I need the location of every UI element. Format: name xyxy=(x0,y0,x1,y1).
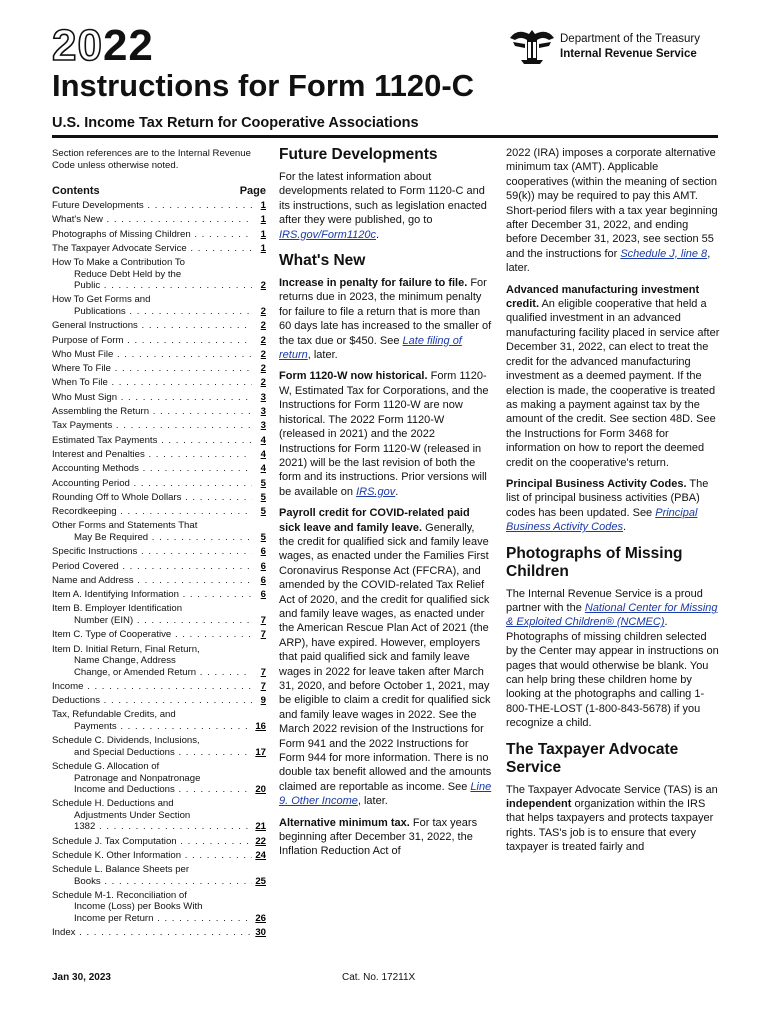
penalty-paragraph: Increase in penalty for failure to file. For returns due in 2023, the minimum penalty for failure to file a return that is more than 60 days late has increased to the smaller of the tax due or $450. See Late filing of return, later. xyxy=(279,277,492,362)
toc-item[interactable] xyxy=(52,761,266,796)
form1120w-paragraph: Form 1120-W now historical. Form 1120-W, Estimated Tax for Corporations, and the Instructions for Form 1120-W are now historical. The 2022 Form 1120-W (released in 2021) and the 2022 Instructions for Form 1120-W (released in 2021) will be the last revision of both the form and its instructions. Prior versions will be available on IRS.gov. xyxy=(279,370,489,498)
toc-item[interactable] xyxy=(52,363,266,375)
toc-item[interactable] xyxy=(52,836,266,848)
sidebar xyxy=(52,148,266,942)
toc-label: Deductions . . . xyxy=(52,695,252,707)
ncmec-link[interactable]: National Center for Missing & Exploited Children® (NCMEC) xyxy=(506,601,718,629)
toc-label: Schedule C. Dividends, Inclusions, xyxy=(52,735,200,747)
toc-label: Tax, Refundable Credits, and xyxy=(52,709,176,721)
toc-label: Purpose of Form . . . xyxy=(52,335,252,347)
toc-label: Public . . . xyxy=(52,280,252,292)
late-filing-link[interactable]: Late filing of return xyxy=(279,334,462,362)
column-right xyxy=(506,146,720,862)
toc-header: Contents Page xyxy=(52,185,266,197)
toc-label: and Special Deductions . . . xyxy=(52,747,252,759)
toc-page-link[interactable]: 7 xyxy=(260,629,266,641)
toc-item[interactable] xyxy=(52,603,266,626)
toc-label: Item C. Type of Cooperative . . . xyxy=(52,629,252,641)
toc-label: Tax Payments . . . xyxy=(52,420,252,432)
agency-name: Department of the Treasury Internal Revenue Service xyxy=(560,33,700,60)
toc-page-link[interactable]: 6 xyxy=(260,589,266,601)
toc-page-link[interactable]: 5 xyxy=(260,477,266,489)
toc-item[interactable] xyxy=(52,709,266,732)
toc-label: The Taxpayer Advocate Service . . . xyxy=(52,243,252,255)
toc-item[interactable] xyxy=(52,575,266,587)
toc-item[interactable] xyxy=(52,377,266,389)
manufacturing-credit-paragraph: Advanced manufacturing investment credit. An eligible cooperative that held a qualified investment in an advanced manufacturing facility placed in service after December 31, 2022, can elect to treat the credit for the advanced manufacturing investment as a deemed payment. If the election is made, the cooperative is treated as making a payment against tax by the amount of the credit. See section 48D. See the Instructions for Form 3468 for information on how to report the deemed credit on the cooperative's return. xyxy=(506,283,720,469)
toc-label: Schedule L. Balance Sheets per xyxy=(52,864,190,876)
toc-label: 1382 . . . xyxy=(52,821,252,833)
toc-label: When To File . . . xyxy=(52,377,252,389)
toc-label: Recordkeeping . . . xyxy=(52,506,252,518)
toc-item[interactable] xyxy=(52,406,266,418)
toc-item[interactable] xyxy=(52,335,266,347)
irs-eagle-logo-icon xyxy=(507,26,557,66)
toc-item[interactable] xyxy=(52,349,266,361)
revision-date: Jan 30, 2023 xyxy=(52,972,111,983)
toc-page-link[interactable]: 7 xyxy=(260,666,266,678)
toc-page-link[interactable]: 3 xyxy=(260,420,266,432)
toc-item[interactable] xyxy=(52,200,266,212)
toc-item[interactable] xyxy=(52,695,266,707)
future-developments-text: For the latest information about developments related to Form 1120-C and its instructions, such as legislation enacted after they were published, go to IRS.gov/Form1120c. xyxy=(279,171,487,241)
toc-label: Rounding Off to Whole Dollars . . . xyxy=(52,492,252,504)
column-middle xyxy=(279,146,492,866)
toc-page-link[interactable]: 1 xyxy=(260,214,266,226)
toc-label: Other Forms and Statements That xyxy=(52,520,198,532)
taxpayer-advocate-text: The Taxpayer Advocate Service (TAS) is an independent organization within the IRS that helps taxpayers and protects taxpayer rights. TAS's job is to ensure that every taxpayer is treated fairly and xyxy=(506,783,718,854)
toc-item[interactable] xyxy=(52,449,266,461)
pba-codes-link[interactable]: Principal Business Activity Codes xyxy=(506,506,698,534)
toc-page-link[interactable]: 16 xyxy=(255,720,266,732)
toc-page-link[interactable]: 4 xyxy=(260,434,266,446)
toc-item[interactable] xyxy=(52,294,266,317)
toc-item[interactable] xyxy=(52,589,266,601)
toc-label: Item D. Initial Return, Final Return, xyxy=(52,643,200,655)
toc-label: Future Developments . . . xyxy=(52,200,252,212)
toc-item[interactable] xyxy=(52,392,266,404)
toc-label: Interest and Penalties . . . xyxy=(52,449,252,461)
toc-label: General Instructions . . . xyxy=(52,320,252,332)
whats-new-heading: What's New xyxy=(279,252,366,270)
toc-page-link[interactable]: 4 xyxy=(260,463,266,475)
toc-item[interactable] xyxy=(52,850,266,862)
toc-item[interactable] xyxy=(52,546,266,558)
covid-credit-paragraph: Payroll credit for COVID-related paid sick leave and family leave. Generally, the credit for qualified sick and family leave wages, as enacted under the Families First Coronavirus Response Act (FFCRA), and amended by the COVID-related Tax Relief Act of 2020, and the credit for qualified sick and family leave wages, as enacted under the American Rescue Plan Act of 2021 (the ARP), have expired. However, employers that paid qualified sick and family leave wages in 2022 for leave taken after March 31, 2020, and before October 1, 2021, may be eligible to claim a credit for qualified sick and family leave wages in 2022. See the March 2022 revision of the Instructions for Form 941 and the 2022 Instructions for Form 944 for more information. There is no double tax benefit allowed and the amounts claimed are reportable as income. See Line 9. Other Income, later. xyxy=(279,507,492,808)
toc-item[interactable] xyxy=(52,735,266,758)
toc-item[interactable] xyxy=(52,243,266,255)
toc-label: Adjustments Under Section xyxy=(74,809,191,821)
toc-label: How To Get Forms and xyxy=(52,294,151,306)
toc-label: Index . . . xyxy=(52,927,252,939)
toc-page-link[interactable]: 3 xyxy=(260,406,266,418)
toc-label: How To Make a Contribution To xyxy=(52,257,185,269)
toc-label: Schedule K. Other Information . . . xyxy=(52,850,252,862)
toc-page-link[interactable]: 5 xyxy=(260,506,266,518)
toc-item[interactable] xyxy=(52,478,266,490)
toc-page-link[interactable]: 30 xyxy=(255,927,266,939)
toc-label: Name and Address . . . xyxy=(52,575,252,587)
toc-label: Period Covered . . . xyxy=(52,561,252,573)
toc-page-link[interactable]: 2 xyxy=(260,363,266,375)
toc-label: Income per Return . . . xyxy=(52,913,252,925)
toc-page-link[interactable]: 24 xyxy=(255,849,266,861)
toc-page-link[interactable]: 2 xyxy=(260,334,266,346)
toc-page-link[interactable]: 2 xyxy=(260,377,266,389)
toc-item[interactable] xyxy=(52,257,266,292)
toc-label: Who Must File . . . xyxy=(52,349,252,361)
toc-page-link[interactable]: 5 xyxy=(260,531,266,543)
page-subtitle: U.S. Income Tax Return for Cooperative Associations xyxy=(52,115,419,131)
taxpayer-advocate-heading: The Taxpayer Advocate Service xyxy=(506,740,679,776)
toc-label: Change, or Amended Return . . . xyxy=(52,667,252,679)
toc-label: Payments . . . xyxy=(52,721,252,733)
toc-item[interactable] xyxy=(52,644,266,679)
toc-page-link[interactable]: 1 xyxy=(260,228,266,240)
missing-children-text: The Internal Revenue Service is a proud partner with the National Center for Missing & Exploited Children® (NCMEC). Photographs of missing children selected by the Center may appear in instructions on pages that would otherwise be blank. You can help bring these children home by looking at the photographs and calling 1-800-THE-LOST (1-800-843-5678) if you recognize a child. xyxy=(506,587,719,730)
toc-label: Where To File . . . xyxy=(52,363,252,375)
page-title: Instructions for Form 1120-C xyxy=(52,68,475,103)
toc-page-link[interactable]: 2 xyxy=(260,348,266,360)
toc-item[interactable] xyxy=(52,320,266,332)
toc-label: May Be Required . . . xyxy=(52,532,252,544)
toc-item[interactable] xyxy=(52,561,266,573)
form1120c-link[interactable]: IRS.gov/Form1120c xyxy=(279,228,377,241)
irs-gov-link[interactable]: IRS.gov xyxy=(356,485,396,498)
toc-label: Schedule J. Tax Computation . . . xyxy=(52,836,252,848)
pba-codes-paragraph: Principal Business Activity Codes. The list of principal business activities (PBA) codes has been updated. See Principal Business Activity Codes. xyxy=(506,477,709,534)
toc-page-link[interactable]: 3 xyxy=(260,391,266,403)
toc-label: Schedule G. Allocation of xyxy=(52,761,160,772)
toc-label: Schedule H. Deductions and xyxy=(52,798,174,810)
toc-label: Name Change, Address xyxy=(74,655,176,667)
toc-page-link[interactable]: 20 xyxy=(255,784,266,795)
toc-page-link[interactable]: 6 xyxy=(260,546,266,558)
toc-page-link[interactable]: 17 xyxy=(255,746,266,758)
amt-paragraph: Alternative minimum tax. For tax years beginning after December 31, 2022, the Inflation Reduction Act of xyxy=(279,816,478,858)
toc-item[interactable] xyxy=(52,435,266,447)
schedule-j-link[interactable]: Schedule J, line 8 xyxy=(620,247,708,260)
catalog-number: Cat. No. 17211X xyxy=(342,972,416,983)
toc-page-link[interactable]: 7 xyxy=(260,680,266,692)
toc-label: What's New . . . xyxy=(52,214,252,226)
toc-label: Who Must Sign . . . xyxy=(52,392,252,404)
toc-item[interactable] xyxy=(52,520,266,543)
toc-page-link[interactable]: 9 xyxy=(260,695,266,707)
toc-page-link[interactable]: 4 xyxy=(260,448,266,460)
toc-page-link[interactable]: 1 xyxy=(260,200,266,211)
future-developments-heading: Future Developments xyxy=(279,146,438,163)
toc-label: Income and Deductions . . . xyxy=(52,784,252,796)
toc-label: Specific Instructions . . . xyxy=(52,546,252,558)
toc-item[interactable] xyxy=(52,229,266,241)
toc-label: Photographs of Missing Children . . . xyxy=(52,229,252,241)
toc-item[interactable] xyxy=(52,420,266,432)
toc-item[interactable] xyxy=(52,463,266,475)
toc-item[interactable] xyxy=(52,492,266,504)
toc-item[interactable] xyxy=(52,506,266,518)
toc-item[interactable] xyxy=(52,629,266,641)
section-references-note: Section references are to the Internal Revenue Code unless otherwise noted. xyxy=(52,148,251,171)
toc-label: Income . . . xyxy=(52,681,252,693)
toc-page-link[interactable]: 22 xyxy=(255,835,266,847)
toc-label: Item A. Identifying Information . . . xyxy=(52,589,252,601)
toc-page-link[interactable]: 6 xyxy=(260,560,266,572)
toc-label: Accounting Period . . . xyxy=(52,478,252,490)
toc-item[interactable] xyxy=(52,890,266,925)
toc-label: Books . . . xyxy=(52,876,252,888)
toc-item[interactable] xyxy=(52,927,266,939)
toc-label: Number (EIN) . . . xyxy=(52,615,252,627)
toc-label: Schedule M-1. Reconciliation of xyxy=(52,889,187,901)
other-income-link[interactable]: Line 9. Other Income xyxy=(279,780,492,808)
toc-label: Item B. Employer Identification xyxy=(52,603,183,615)
toc-item[interactable] xyxy=(52,798,266,833)
form-year: 2022 xyxy=(52,21,154,70)
missing-children-heading: Photographs of Missing Children xyxy=(506,544,683,580)
toc-label: Patronage and Nonpatronage xyxy=(74,772,201,784)
toc-page-link[interactable]: 5 xyxy=(260,491,266,503)
header-rule xyxy=(52,135,718,138)
toc-label: Accounting Methods . . . xyxy=(52,463,252,475)
toc-page-link[interactable]: 26 xyxy=(255,912,266,924)
toc-page-link[interactable]: 2 xyxy=(260,320,266,332)
toc-item[interactable] xyxy=(52,864,266,887)
toc-label: Publications . . . xyxy=(52,306,252,318)
table-of-contents xyxy=(52,200,266,939)
toc-page-link[interactable]: 2 xyxy=(260,305,266,317)
toc-page-link[interactable]: 6 xyxy=(260,574,266,586)
toc-page-link[interactable]: 7 xyxy=(260,614,266,626)
toc-label: Reduce Debt Held by the xyxy=(74,268,182,280)
toc-page-link[interactable]: 2 xyxy=(260,280,266,292)
toc-item[interactable] xyxy=(52,214,266,226)
toc-page-link[interactable]: 1 xyxy=(260,242,266,254)
toc-page-link[interactable]: 21 xyxy=(255,821,266,833)
amt-continued-paragraph: 2022 (IRA) imposes a corporate alternative minimum tax (AMT). Applicable cooperatives (within the meaning of section 59(k)) may be required to pay this AMT. Short-period filers with a tax year beginning after December 31, 2022, and ending before December 31, 2023, see section 55 and the instructions for Schedule J, line 8, later. xyxy=(506,147,718,275)
toc-label: Estimated Tax Payments . . . xyxy=(52,435,252,447)
toc-page-link[interactable]: 25 xyxy=(255,875,266,887)
toc-item[interactable] xyxy=(52,681,266,693)
toc-label: Income (Loss) per Books With xyxy=(74,901,203,913)
toc-label: Assembling the Return . . . xyxy=(52,406,252,418)
